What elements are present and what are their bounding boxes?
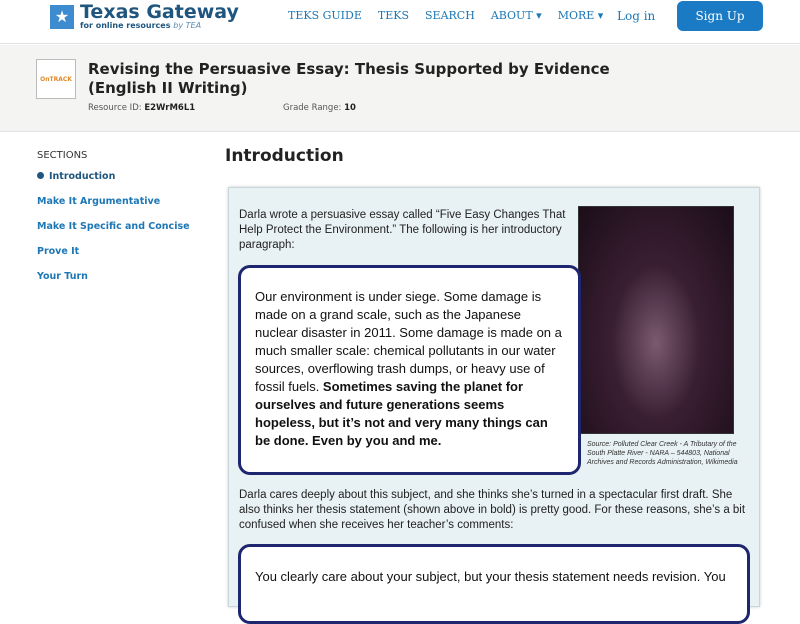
- login-link[interactable]: Log in: [617, 9, 656, 23]
- content-panel: [228, 187, 760, 607]
- tagline-by: by TEA: [173, 21, 202, 30]
- teacher-comment-box: [238, 544, 750, 624]
- page-title: Revising the Persuasive Essay: Thesis Supported by Evidence (English II Writing): [88, 60, 610, 97]
- nav-teks[interactable]: TEKS: [377, 9, 409, 22]
- nav-teks-guide[interactable]: TEKS GUIDE: [288, 9, 362, 22]
- followup-text: Darla cares deeply about this subject, and she thinks she’s turned in a spectacular first draft. She also thinks her thesis statement (shown above in bold) is pretty good. For these reasons, she’s a bit confused when she receives her teacher’s comments:: [239, 489, 746, 531]
- resource-id-label: Resource ID:: [88, 103, 142, 113]
- grade-label: Grade Range:: [283, 103, 342, 113]
- sections-heading: SECTIONS: [37, 150, 88, 161]
- signup-button[interactable]: Sign Up: [677, 1, 763, 31]
- section-heading: Introduction: [225, 146, 344, 166]
- sections-sidebar: [37, 150, 190, 296]
- nav-about[interactable]: ABOUT ▾: [490, 9, 542, 22]
- teacher-comment: You clearly care about your subject, but your thesis statement needs revision. You: [255, 569, 726, 584]
- logo[interactable]: [38, 3, 239, 30]
- nav-search[interactable]: SEARCH: [425, 9, 475, 22]
- photo-caption: Source: Polluted Clear Creek - A Tributary of the South Platte River - NARA – 544803, National Archives and Records Administration, Wikimedia: [587, 441, 738, 466]
- grade-range: 10: [344, 103, 356, 113]
- sidebar-item-make-it-specific[interactable]: Make It Specific and Concise: [37, 221, 190, 232]
- sidebar-item-make-it-argumentative[interactable]: Make It Argumentative: [37, 196, 161, 207]
- sidebar-item-prove-it[interactable]: Prove It: [37, 246, 80, 257]
- resource-header: [0, 45, 800, 132]
- nav-more[interactable]: MORE ▾: [557, 9, 604, 22]
- essay-text: Our environment is under siege. Some damage is made on a grand scale, such as the Japanese nuclear disaster in 2011. Some damage is made on a much smaller scale: chemical pollutants in our water sources, overflowing trash dumps, or heavy use of fossil fuels.: [255, 289, 562, 394]
- resource-thumbnail: OnTRACK: [36, 59, 76, 99]
- intro-text: Darla wrote a persuasive essay called “Five Easy Changes That Help Protect the Environment.” The following is her introductory paragraph:: [239, 209, 566, 251]
- thesis-statement: Sometimes saving the planet for ourselves and future generations seems hopeless, but it’s not and very many things can be done. Even by you and me.: [255, 379, 548, 448]
- brand-name: Texas Gateway: [80, 1, 239, 23]
- sidebar-item-your-turn[interactable]: Your Turn: [37, 271, 88, 282]
- polluted-creek-photo: [578, 206, 734, 434]
- sidebar-item-introduction[interactable]: Introduction: [37, 171, 190, 196]
- resource-id: E2WrM6L1: [144, 103, 196, 113]
- top-nav: [0, 0, 800, 44]
- tagline: for online resources: [80, 21, 171, 30]
- star-icon: ★: [50, 5, 74, 29]
- essay-excerpt-box: [238, 265, 581, 475]
